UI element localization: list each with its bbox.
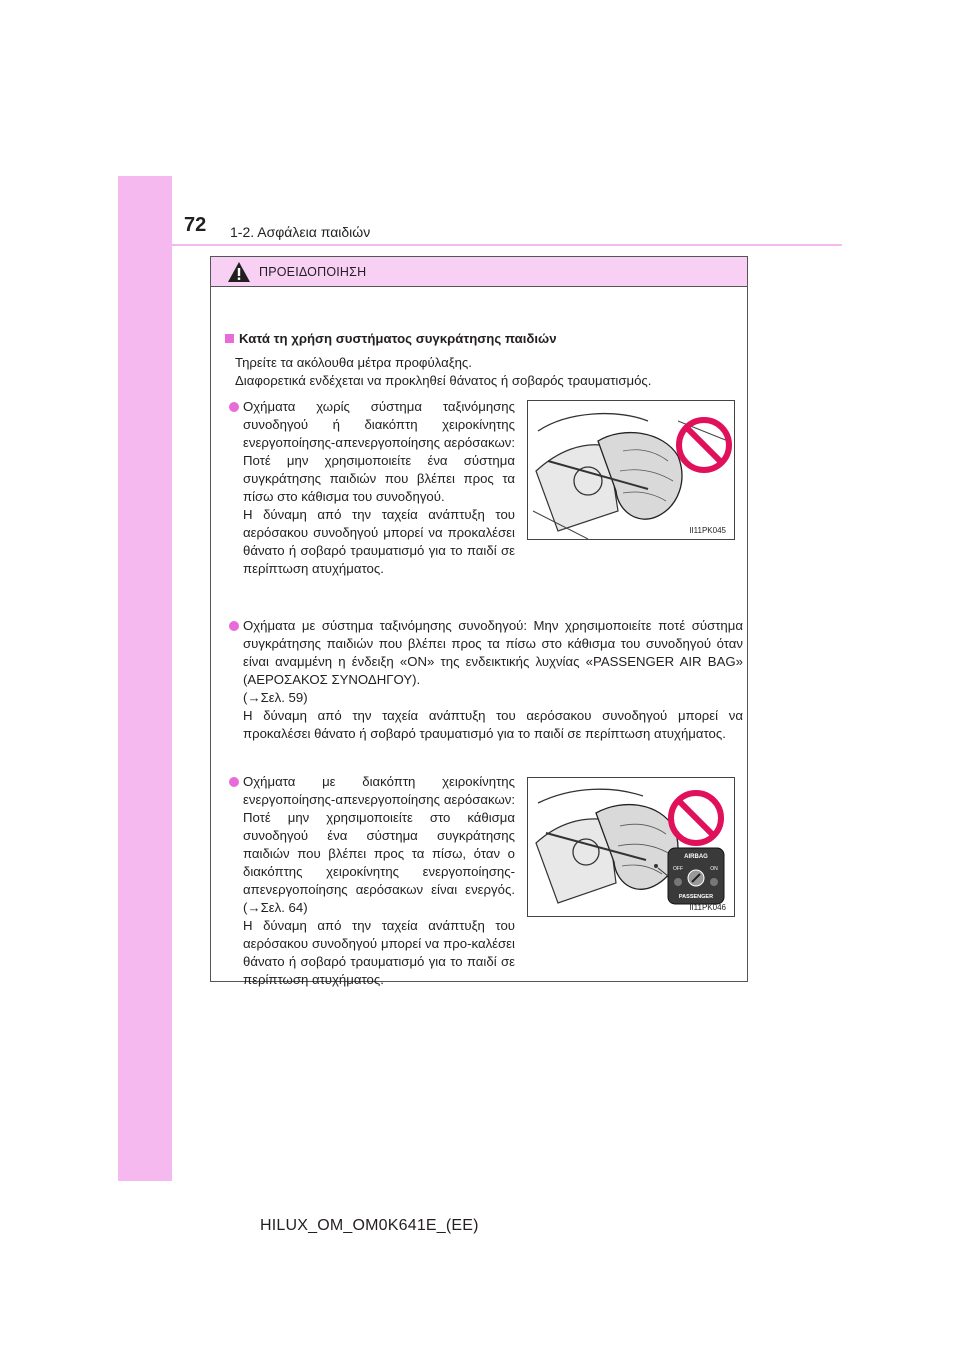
item-3-text: Οχήματα με διακόπτη χειροκίνητης ενεργοποίησης-απενεργοποίησης αερόσακων: Ποτέ μην χρησιμοποιείτε στο κάθισμα συνοδηγού ένα σύστημα συγκράτησης παιδιών που βλέπει προς τα πίσω, όταν ο διακόπτης χειροκίνητης ενεργοποίησης-απενεργοποίησης αερόσακων είναι ενεργός. (→Σελ. 64): [243, 774, 515, 915]
figure-code: II11PK045: [689, 526, 726, 535]
square-bullet-icon: [225, 334, 234, 343]
document-code: HILUX_OM_OM0K641E_(EE): [260, 1217, 479, 1234]
switch-label-top: AIRBAG: [684, 854, 708, 860]
switch-label-sub: PASSENGER: [678, 894, 714, 900]
intro-line: Τηρείτε τα ακόλουθα μέτρα προφύλαξης.: [235, 355, 472, 370]
intro-line: Διαφορετικά ενδέχεται να προκληθεί θάνατος ή σοβαρός τραυματισμός.: [235, 373, 652, 388]
figure-airbag-switch: [527, 777, 735, 917]
round-bullet-icon: [229, 402, 239, 412]
item-2-page-ref: (→Σελ. 59): [243, 690, 308, 705]
page-number: 72: [184, 214, 207, 236]
switch-label-on: ON: [710, 866, 718, 872]
section-title: 1-2. Ασφάλεια παιδιών: [230, 224, 371, 240]
warning-intro: [235, 354, 651, 390]
warning-item-3: [243, 773, 515, 989]
warning-label: ΠΡΟΕΙΔΟΠΟΙΗΣΗ: [259, 264, 367, 279]
child-seat-airbag-illustration: [528, 401, 734, 539]
warning-item-1: [243, 398, 515, 578]
switch-label-off: OFF: [673, 866, 683, 872]
item-1-consequence: Η δύναμη από την ταχεία ανάπτυξη του αερόσακου συνοδηγού μπορεί να προκαλέσει θάνατο ή σοβαρό τραυματισμό για το παιδί σε περίπτωση ατυχήματος.: [243, 507, 515, 576]
figure-code: II11PK046: [689, 903, 726, 912]
item-2-text: Οχήματα με σύστημα ταξινόμησης συνοδηγού: Μην χρησιμοποιείτε ποτέ σύστημα συγκράτησης παιδιών που βλέπει προς τα πίσω στο κάθισμα του συνοδηγού όταν είναι αναμμένη η ένδειξη «ON» της ενδεικτικής λυχνίας «PASSENGER AIR BAG» (ΑΕΡΟΣΑΚΟΣ ΣΥΝΟΔΗΓΟΥ).: [243, 618, 743, 687]
warning-triangle-icon: [227, 261, 251, 283]
chapter-sidebar-tab: [118, 176, 172, 1181]
warning-item-2: [243, 617, 743, 743]
round-bullet-icon: [229, 621, 239, 631]
item-1-text: Οχήματα χωρίς σύστημα ταξινόμησης συνοδηγού ή διακόπτη χειροκίνητης ενεργοποίησης-απενεργοποίησης αερόσακων: Ποτέ μην χρησιμοποιείτε ένα σύστημα συγκράτησης παιδιών που βλέπει προς τα πίσω στο κάθισμα του συνοδηγού.: [243, 399, 515, 504]
header-rule: [172, 244, 842, 246]
warning-header: [211, 257, 747, 287]
round-bullet-icon: [229, 777, 239, 787]
item-2-consequence: Η δύναμη από την ταχεία ανάπτυξη του αερόσακου συνοδηγού μπορεί να προκαλέσει θάνατο ή σοβαρό τραυματισμό για το παιδί σε περίπτωση ατυχήματος.: [243, 708, 743, 741]
airbag-switch-illustration: [528, 778, 734, 916]
sub-heading-text: Κατά τη χρήση συστήματος συγκράτησης παιδιών: [239, 331, 557, 346]
warning-box: [210, 256, 748, 987]
item-3-consequence: Η δύναμη από την ταχεία ανάπτυξη του αερόσακου συνοδηγού μπορεί να προ-καλέσει θάνατο ή σοβαρό τραυματισμό για το παιδί σε περίπτωση ατυχήματος.: [243, 918, 515, 987]
figure-rear-facing-seat: [527, 400, 735, 540]
warning-sub-heading: [225, 331, 557, 346]
